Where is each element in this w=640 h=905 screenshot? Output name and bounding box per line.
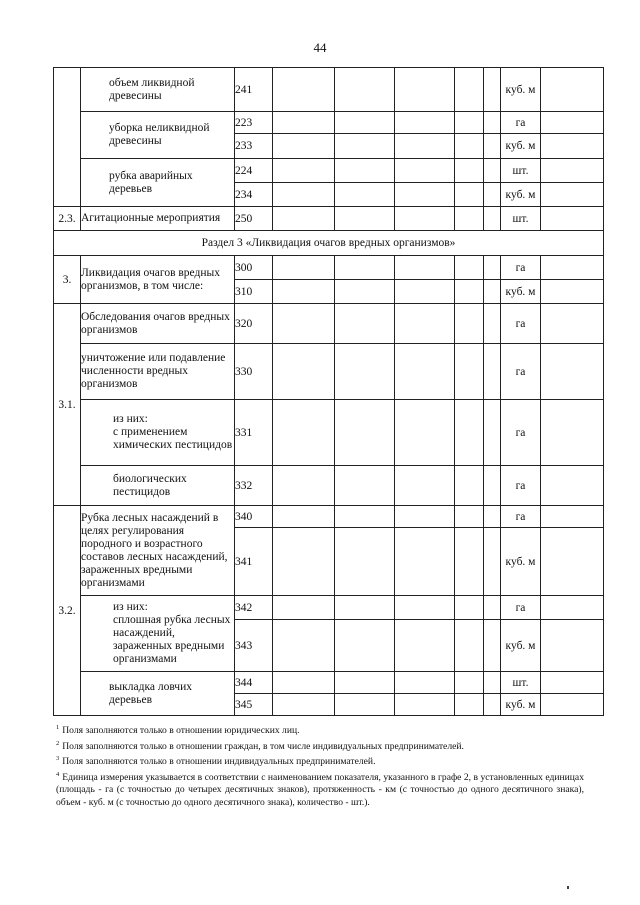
value-cell[interactable] (484, 304, 501, 344)
value-cell[interactable] (335, 112, 395, 134)
value-cell[interactable] (455, 134, 484, 159)
value-cell[interactable] (395, 672, 455, 694)
value-cell[interactable] (541, 694, 604, 716)
row-code: 342 (235, 596, 273, 620)
value-cell[interactable] (335, 280, 395, 304)
indicator-name-prefix: из них: (113, 601, 148, 613)
value-cell[interactable] (335, 344, 395, 400)
row-code: 233 (235, 134, 273, 159)
row-number: 2.3. (54, 207, 81, 231)
value-cell[interactable] (395, 596, 455, 620)
value-cell[interactable] (395, 68, 455, 112)
footnote (56, 738, 584, 754)
unit-cell: куб. м (501, 620, 541, 672)
value-cell[interactable] (484, 256, 501, 280)
value-cell[interactable] (395, 256, 455, 280)
footnote-mark: 1 (56, 724, 60, 731)
value-cell[interactable] (395, 207, 455, 231)
value-cell[interactable] (455, 256, 484, 280)
unit-cell: шт. (501, 207, 541, 231)
value-cell[interactable] (335, 620, 395, 672)
value-cell[interactable] (541, 256, 604, 280)
table-row (54, 344, 604, 400)
value-cell[interactable] (455, 68, 484, 112)
value-cell[interactable] (335, 134, 395, 159)
value-cell[interactable] (541, 400, 604, 466)
value-cell[interactable] (273, 344, 335, 400)
footnote-mark: 2 (56, 739, 60, 747)
value-cell[interactable] (273, 134, 335, 159)
value-cell[interactable] (541, 506, 604, 528)
table-row (54, 506, 604, 528)
unit-cell: шт. (501, 159, 541, 183)
row-code: 250 (235, 207, 273, 231)
footnotes (56, 722, 584, 810)
value-cell[interactable] (541, 280, 604, 304)
footnote-text: Единица измерения указывается в соответствии с наименованием показателя, указанного в графе 2, в установленных единицах (площадь - га (с точностью до четырех десятичных знаков), протяженность - км (с точностью до одного десятичного знака), объем - куб. м (с точностью до одного десятичного знака), количество - шт.). (56, 771, 584, 808)
value-cell[interactable] (273, 256, 335, 280)
row-code: 343 (235, 620, 273, 672)
forestry-report-table (53, 67, 604, 716)
value-cell[interactable] (335, 596, 395, 620)
unit-cell: га (501, 400, 541, 466)
value-cell[interactable] (455, 159, 484, 183)
value-cell[interactable] (335, 159, 395, 183)
value-cell[interactable] (484, 672, 501, 694)
indicator-name: уборка неликвидной древесины (81, 112, 235, 159)
value-cell[interactable] (455, 344, 484, 400)
row-code: 224 (235, 159, 273, 183)
indicator-name: Агитационные мероприятия (81, 207, 235, 231)
value-cell[interactable] (273, 400, 335, 466)
value-cell[interactable] (455, 466, 484, 506)
value-cell[interactable] (395, 400, 455, 466)
value-cell[interactable] (541, 596, 604, 620)
scan-mark (567, 886, 569, 889)
indicator-name (81, 596, 235, 672)
value-cell[interactable] (455, 400, 484, 466)
value-cell[interactable] (541, 183, 604, 207)
value-cell[interactable] (484, 68, 501, 112)
value-cell[interactable] (455, 506, 484, 528)
value-cell[interactable] (335, 400, 395, 466)
table-row (54, 400, 604, 466)
row-number: 3.1. (54, 304, 81, 506)
value-cell[interactable] (484, 344, 501, 400)
unit-cell: куб. м (501, 280, 541, 304)
value-cell[interactable] (541, 207, 604, 231)
unit-cell: га (501, 304, 541, 344)
footnote (56, 753, 584, 769)
value-cell[interactable] (273, 596, 335, 620)
footnote-text: Поля заполняются только в отношении граждан, в том числе индивидуальных предпринимателей. (62, 740, 464, 752)
footnote-mark: 4 (56, 770, 60, 778)
row-code: 241 (235, 68, 273, 112)
value-cell[interactable] (395, 694, 455, 716)
table-row (54, 207, 604, 231)
row-code: 234 (235, 183, 273, 207)
section-header-row (54, 231, 604, 256)
value-cell[interactable] (455, 183, 484, 207)
value-cell[interactable] (484, 134, 501, 159)
value-cell[interactable] (335, 506, 395, 528)
value-cell[interactable] (541, 344, 604, 400)
table-row (54, 596, 604, 620)
value-cell[interactable] (273, 528, 335, 596)
unit-cell: куб. м (501, 183, 541, 207)
value-cell[interactable] (455, 694, 484, 716)
value-cell[interactable] (541, 134, 604, 159)
value-cell[interactable] (541, 112, 604, 134)
value-cell[interactable] (273, 506, 335, 528)
value-cell[interactable] (395, 134, 455, 159)
unit-cell: га (501, 112, 541, 134)
row-number-cell (54, 68, 81, 207)
table-row (54, 112, 604, 134)
value-cell[interactable] (455, 112, 484, 134)
value-cell[interactable] (395, 344, 455, 400)
value-cell[interactable] (395, 280, 455, 304)
value-cell[interactable] (273, 207, 335, 231)
value-cell[interactable] (335, 304, 395, 344)
value-cell[interactable] (335, 256, 395, 280)
value-cell[interactable] (541, 620, 604, 672)
value-cell[interactable] (455, 280, 484, 304)
value-cell[interactable] (335, 207, 395, 231)
value-cell[interactable] (541, 68, 604, 112)
indicator-name: Обследования очагов вредных организмов (81, 304, 235, 344)
table-row (54, 68, 604, 112)
value-cell[interactable] (395, 620, 455, 672)
value-cell[interactable] (395, 159, 455, 183)
value-cell[interactable] (484, 620, 501, 672)
value-cell[interactable] (335, 68, 395, 112)
value-cell[interactable] (484, 400, 501, 466)
indicator-name-main: с применением химических пестицидов (113, 426, 233, 451)
unit-cell: куб. м (501, 68, 541, 112)
value-cell[interactable] (455, 528, 484, 596)
value-cell[interactable] (455, 207, 484, 231)
value-cell[interactable] (335, 528, 395, 596)
indicator-name: выкладка ловчих деревьев (81, 672, 235, 716)
footnote-text: Поля заполняются только в отношении юридических лиц. (62, 725, 300, 736)
value-cell[interactable] (273, 304, 335, 344)
value-cell[interactable] (395, 112, 455, 134)
value-cell[interactable] (455, 672, 484, 694)
unit-cell: шт. (501, 672, 541, 694)
table-row (54, 256, 604, 280)
value-cell[interactable] (541, 304, 604, 344)
value-cell[interactable] (484, 183, 501, 207)
value-cell[interactable] (335, 694, 395, 716)
value-cell[interactable] (273, 620, 335, 672)
value-cell[interactable] (335, 466, 395, 506)
row-code: 320 (235, 304, 273, 344)
row-code: 340 (235, 506, 273, 528)
value-cell[interactable] (484, 506, 501, 528)
value-cell[interactable] (484, 159, 501, 183)
unit-cell: га (501, 344, 541, 400)
value-cell[interactable] (484, 207, 501, 231)
indicator-name: объем ликвидной древесины (81, 68, 235, 112)
row-code: 310 (235, 280, 273, 304)
unit-cell: га (501, 596, 541, 620)
value-cell[interactable] (395, 466, 455, 506)
value-cell[interactable] (455, 596, 484, 620)
value-cell[interactable] (455, 304, 484, 344)
row-code: 300 (235, 256, 273, 280)
value-cell[interactable] (273, 112, 335, 134)
table-row (54, 159, 604, 183)
row-code: 223 (235, 112, 273, 134)
value-cell[interactable] (541, 159, 604, 183)
row-code: 331 (235, 400, 273, 466)
value-cell[interactable] (273, 694, 335, 716)
row-code: 332 (235, 466, 273, 506)
value-cell[interactable] (273, 183, 335, 207)
unit-cell: га (501, 506, 541, 528)
value-cell[interactable] (455, 620, 484, 672)
value-cell[interactable] (484, 596, 501, 620)
value-cell[interactable] (541, 672, 604, 694)
value-cell[interactable] (484, 280, 501, 304)
unit-cell: куб. м (501, 134, 541, 159)
value-cell[interactable] (273, 672, 335, 694)
indicator-name: уничтожение или подавление численности вредных организмов (81, 344, 235, 400)
value-cell[interactable] (335, 672, 395, 694)
value-cell[interactable] (273, 68, 335, 112)
unit-cell: куб. м (501, 694, 541, 716)
row-code: 330 (235, 344, 273, 400)
section-title: Раздел 3 «Ликвидация очагов вредных организмов» (54, 231, 604, 256)
row-number: 3.2. (54, 506, 81, 716)
value-cell[interactable] (484, 466, 501, 506)
footnote (56, 769, 584, 810)
footnote (56, 722, 584, 738)
value-cell[interactable] (541, 466, 604, 506)
row-code: 341 (235, 528, 273, 596)
value-cell[interactable] (484, 112, 501, 134)
row-code: 345 (235, 694, 273, 716)
indicator-name-prefix: из них: (113, 413, 148, 425)
footnote-mark: 3 (56, 755, 60, 763)
indicator-name: биологических пестицидов (81, 466, 235, 506)
value-cell[interactable] (273, 466, 335, 506)
unit-cell: га (501, 466, 541, 506)
unit-cell: куб. м (501, 528, 541, 596)
value-cell[interactable] (395, 506, 455, 528)
unit-cell: га (501, 256, 541, 280)
row-code: 344 (235, 672, 273, 694)
value-cell[interactable] (484, 694, 501, 716)
value-cell[interactable] (273, 280, 335, 304)
value-cell[interactable] (335, 183, 395, 207)
indicator-name: Ликвидация очагов вредных организмов, в том числе: (81, 256, 235, 304)
indicator-name-main: сплошная рубка лесных насаждений, зараженных вредными организмами (113, 614, 231, 665)
table-row (54, 304, 604, 344)
row-number: 3. (54, 256, 81, 304)
value-cell[interactable] (541, 528, 604, 596)
footnote-text: Поля заполняются только в отношении индивидуальных предпринимателей. (62, 756, 376, 768)
value-cell[interactable] (484, 528, 501, 596)
indicator-name: Рубка лесных насаждений в целях регулирования породного и возрастного составов лесных насаждений, зараженных вредными организмами (81, 506, 235, 596)
value-cell[interactable] (395, 528, 455, 596)
value-cell[interactable] (395, 183, 455, 207)
page-number: 44 (313, 40, 327, 55)
table-row (54, 672, 604, 694)
indicator-name: рубка аварийных деревьев (81, 159, 235, 207)
indicator-name (81, 400, 235, 466)
value-cell[interactable] (273, 159, 335, 183)
table-row (54, 466, 604, 506)
value-cell[interactable] (395, 304, 455, 344)
